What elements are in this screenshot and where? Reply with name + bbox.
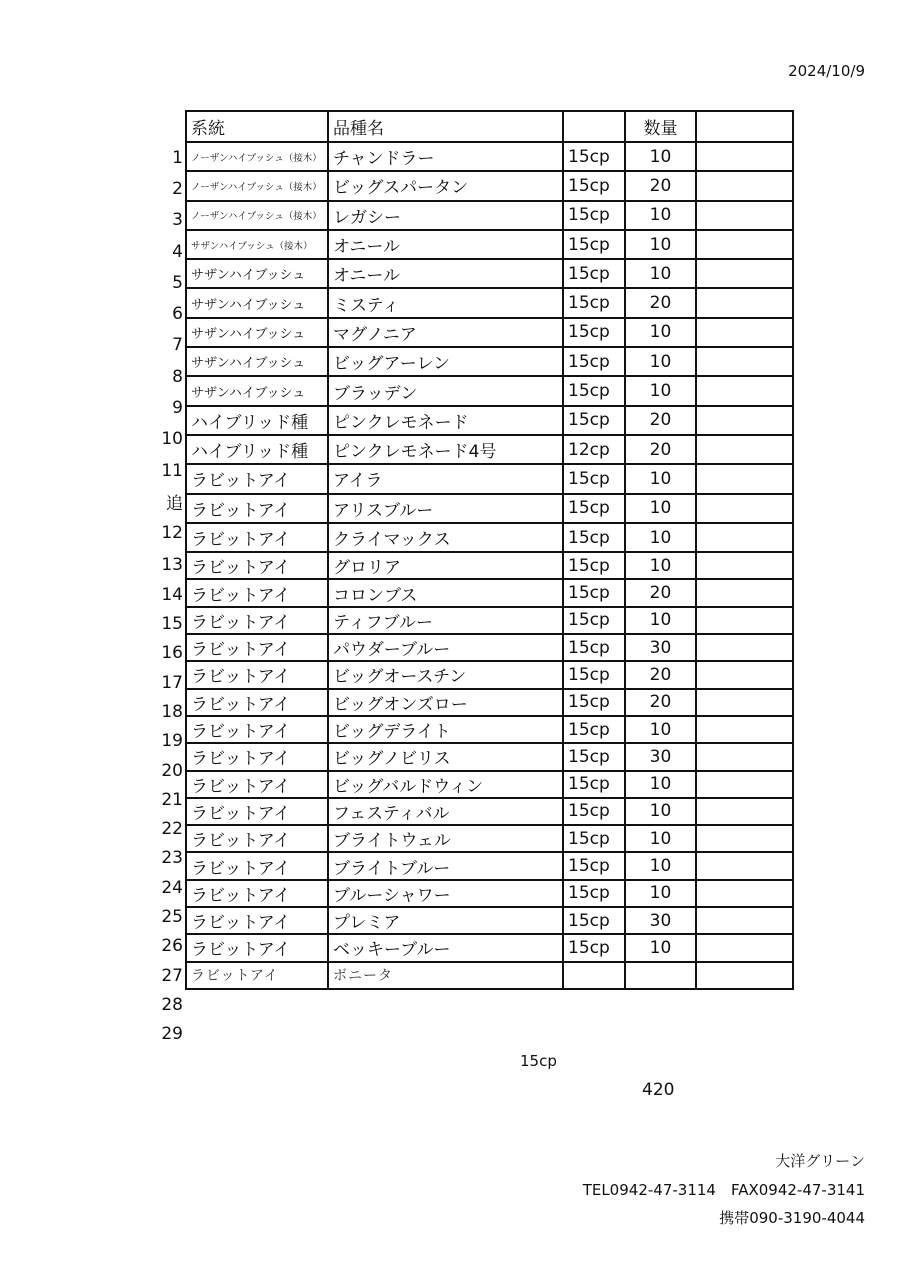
size-cell <box>563 962 625 989</box>
line-cell: ラビットアイ <box>186 880 328 907</box>
size-cell: 15cp <box>563 661 625 688</box>
variety-cell: ビッグバルドウィン <box>328 771 563 798</box>
variety-cell: ビッグスパータン <box>328 171 563 200</box>
variety-cell: ボニータ <box>328 962 563 989</box>
row-number: 26 <box>161 936 183 957</box>
size-cell: 15cp <box>563 494 625 523</box>
blank-cell <box>696 494 793 523</box>
blank-cell <box>696 435 793 464</box>
total-quantity: 420 <box>642 1080 675 1100</box>
variety-cell: オニール <box>328 230 563 259</box>
blank-cell <box>696 907 793 934</box>
table-row <box>186 406 793 435</box>
quantity-cell: 20 <box>625 435 696 464</box>
variety-cell: チャンドラー <box>328 142 563 171</box>
blank-cell <box>696 406 793 435</box>
row-number: 7 <box>172 335 183 356</box>
header-quantity: 数量 <box>625 111 696 142</box>
variety-cell: アリスブルー <box>328 494 563 523</box>
variety-cell: オニール <box>328 259 563 288</box>
row-numbers <box>140 142 183 1049</box>
table-row <box>186 771 793 798</box>
size-cell: 15cp <box>563 716 625 743</box>
row-number: 1 <box>172 147 183 168</box>
blank-cell <box>696 689 793 716</box>
line-cell: ラビットアイ <box>186 798 328 825</box>
line-cell: ラビットアイ <box>186 523 328 552</box>
variety-cell: ティフブルー <box>328 607 563 634</box>
blank-cell <box>696 347 793 376</box>
row-number: 24 <box>161 877 183 898</box>
table-row <box>186 464 793 493</box>
blank-cell <box>696 962 793 989</box>
blank-cell <box>696 552 793 579</box>
variety-cell: ビッグオースチン <box>328 661 563 688</box>
variety-cell: ブルーシャワー <box>328 880 563 907</box>
size-cell: 15cp <box>563 689 625 716</box>
size-cell: 15cp <box>563 852 625 879</box>
row-number: 17 <box>161 672 183 693</box>
variety-cell: ピンクレモネード4号 <box>328 435 563 464</box>
line-cell: ラビットアイ <box>186 552 328 579</box>
line-cell: ラビットアイ <box>186 716 328 743</box>
quantity-cell: 10 <box>625 523 696 552</box>
variety-cell: ビッグデライト <box>328 716 563 743</box>
line-cell: ラビットアイ <box>186 934 328 961</box>
size-cell: 15cp <box>563 259 625 288</box>
quantity-cell: 30 <box>625 634 696 661</box>
row-number: 12 <box>161 523 183 544</box>
size-cell: 15cp <box>563 347 625 376</box>
variety-cell: プレミア <box>328 907 563 934</box>
table-header-row <box>186 111 793 142</box>
table-row <box>186 962 793 989</box>
line-cell: ラビットアイ <box>186 494 328 523</box>
quantity-cell: 20 <box>625 406 696 435</box>
table-row <box>186 259 793 288</box>
table-row <box>186 825 793 852</box>
table-row <box>186 634 793 661</box>
blank-cell <box>696 607 793 634</box>
size-cell: 15cp <box>563 318 625 347</box>
variety-cell: レガシー <box>328 201 563 230</box>
quantity-cell: 10 <box>625 607 696 634</box>
table-row <box>186 934 793 961</box>
blank-cell <box>696 716 793 743</box>
variety-cell: ブライトウェル <box>328 825 563 852</box>
quantity-cell: 20 <box>625 579 696 606</box>
row-number: 9 <box>172 398 183 419</box>
tel-fax: TEL0942-47-3114 FAX0942-47-3141 <box>582 1181 865 1199</box>
quantity-cell: 10 <box>625 880 696 907</box>
row-number: 6 <box>172 304 183 325</box>
row-number: 21 <box>161 789 183 810</box>
variety-cell: ミスティ <box>328 288 563 317</box>
variety-cell: グロリア <box>328 552 563 579</box>
table-row <box>186 318 793 347</box>
blank-cell <box>696 852 793 879</box>
table-row <box>186 494 793 523</box>
size-cell: 15cp <box>563 230 625 259</box>
line-cell: ノーザンハイブッシュ（接木） <box>186 171 328 200</box>
row-number: 8 <box>172 366 183 387</box>
line-cell: サザンハイブッシュ <box>186 259 328 288</box>
size-cell: 15cp <box>563 743 625 770</box>
order-table <box>185 110 794 990</box>
size-cell: 15cp <box>563 142 625 171</box>
quantity-cell: 30 <box>625 743 696 770</box>
quantity-cell: 20 <box>625 171 696 200</box>
blank-cell <box>696 464 793 493</box>
size-cell: 15cp <box>563 288 625 317</box>
blank-cell <box>696 523 793 552</box>
header-size <box>563 111 625 142</box>
size-cell: 15cp <box>563 171 625 200</box>
blank-cell <box>696 661 793 688</box>
size-cell: 15cp <box>563 523 625 552</box>
table-row <box>186 579 793 606</box>
row-number: 13 <box>161 554 183 575</box>
table-row <box>186 230 793 259</box>
variety-cell: クライマックス <box>328 523 563 552</box>
variety-cell: コロンブス <box>328 579 563 606</box>
quantity-cell: 20 <box>625 661 696 688</box>
line-cell: ラビットアイ <box>186 852 328 879</box>
size-cell: 15cp <box>563 825 625 852</box>
line-cell: サザンハイブッシュ <box>186 347 328 376</box>
table-row <box>186 798 793 825</box>
variety-cell: ブラッデン <box>328 376 563 405</box>
table-row <box>186 852 793 879</box>
variety-cell: ベッキーブルー <box>328 934 563 961</box>
blank-cell <box>696 259 793 288</box>
blank-cell <box>696 880 793 907</box>
blank-cell <box>696 318 793 347</box>
size-cell: 15cp <box>563 607 625 634</box>
table-row <box>186 142 793 171</box>
variety-cell: ピンクレモネード <box>328 406 563 435</box>
table-row <box>186 347 793 376</box>
blank-cell <box>696 288 793 317</box>
quantity-cell: 10 <box>625 464 696 493</box>
row-number: 追 <box>166 494 183 515</box>
row-number: 28 <box>161 994 183 1015</box>
mobile-phone: 携帯090-3190-4044 <box>719 1209 865 1227</box>
quantity-cell: 10 <box>625 494 696 523</box>
size-cell: 15cp <box>563 798 625 825</box>
row-number: 2 <box>172 178 183 199</box>
size-note: 15cp <box>520 1052 557 1070</box>
table-row <box>186 288 793 317</box>
blank-cell <box>696 771 793 798</box>
document-date: 2024/10/9 <box>788 62 865 80</box>
table-row <box>186 716 793 743</box>
quantity-cell: 10 <box>625 142 696 171</box>
row-number: 5 <box>172 272 183 293</box>
table-row <box>186 523 793 552</box>
size-cell: 15cp <box>563 552 625 579</box>
variety-cell: ブライトブルー <box>328 852 563 879</box>
table-row <box>186 607 793 634</box>
row-number: 16 <box>161 643 183 664</box>
line-cell: ハイブリッド種 <box>186 435 328 464</box>
header-line: 系統 <box>186 111 328 142</box>
quantity-cell: 20 <box>625 689 696 716</box>
row-number: 4 <box>172 241 183 262</box>
variety-cell: フェスティバル <box>328 798 563 825</box>
quantity-cell: 10 <box>625 852 696 879</box>
quantity-cell: 10 <box>625 230 696 259</box>
quantity-cell: 10 <box>625 825 696 852</box>
quantity-cell: 10 <box>625 716 696 743</box>
size-cell: 15cp <box>563 376 625 405</box>
row-number: 23 <box>161 848 183 869</box>
header-blank <box>696 111 793 142</box>
row-number: 18 <box>161 701 183 722</box>
table-row <box>186 661 793 688</box>
line-cell: ラビットアイ <box>186 579 328 606</box>
blank-cell <box>696 142 793 171</box>
blank-cell <box>696 376 793 405</box>
line-cell: ノーザンハイブッシュ（接木） <box>186 201 328 230</box>
size-cell: 15cp <box>563 634 625 661</box>
line-cell: サザンハイブッシュ <box>186 318 328 347</box>
quantity-cell: 10 <box>625 934 696 961</box>
quantity-cell: 10 <box>625 318 696 347</box>
line-cell: ラビットアイ <box>186 771 328 798</box>
row-number: 29 <box>161 1024 183 1045</box>
variety-cell: ビッグアーレン <box>328 347 563 376</box>
table-row <box>186 435 793 464</box>
line-cell: ラビットアイ <box>186 743 328 770</box>
line-cell: サザンハイブッシュ <box>186 288 328 317</box>
size-cell: 15cp <box>563 406 625 435</box>
blank-cell <box>696 934 793 961</box>
quantity-cell: 10 <box>625 552 696 579</box>
table-row <box>186 552 793 579</box>
quantity-cell: 20 <box>625 288 696 317</box>
variety-cell: ビッグノビリス <box>328 743 563 770</box>
variety-cell: ビッグオンズロー <box>328 689 563 716</box>
table-row <box>186 880 793 907</box>
quantity-cell: 30 <box>625 907 696 934</box>
size-cell: 15cp <box>563 464 625 493</box>
line-cell: サザンハイブッシュ（接木） <box>186 230 328 259</box>
blank-cell <box>696 825 793 852</box>
blank-cell <box>696 201 793 230</box>
row-number: 20 <box>161 760 183 781</box>
quantity-cell: 10 <box>625 376 696 405</box>
blank-cell <box>696 798 793 825</box>
quantity-cell: 10 <box>625 798 696 825</box>
size-cell: 15cp <box>563 771 625 798</box>
line-cell: ラビットアイ <box>186 825 328 852</box>
line-cell: ラビットアイ <box>186 464 328 493</box>
line-cell: ハイブリッド種 <box>186 406 328 435</box>
quantity-cell: 10 <box>625 347 696 376</box>
table-row <box>186 201 793 230</box>
size-cell: 15cp <box>563 880 625 907</box>
table-row <box>186 376 793 405</box>
quantity-cell: 10 <box>625 771 696 798</box>
header-variety: 品種名 <box>328 111 563 142</box>
line-cell: ラビットアイ <box>186 907 328 934</box>
row-number: 19 <box>161 731 183 752</box>
line-cell: ノーザンハイブッシュ（接木） <box>186 142 328 171</box>
table-row <box>186 907 793 934</box>
line-cell: ラビットアイ <box>186 634 328 661</box>
line-cell: ラビットアイ <box>186 607 328 634</box>
row-number: 25 <box>161 907 183 928</box>
table-row <box>186 171 793 200</box>
size-cell: 15cp <box>563 907 625 934</box>
blank-cell <box>696 171 793 200</box>
size-cell: 12cp <box>563 435 625 464</box>
variety-cell: マグノニア <box>328 318 563 347</box>
row-number: 11 <box>161 460 183 481</box>
blank-cell <box>696 743 793 770</box>
table-row <box>186 689 793 716</box>
line-cell: サザンハイブッシュ <box>186 376 328 405</box>
row-number: 10 <box>161 429 183 450</box>
row-number: 22 <box>161 819 183 840</box>
quantity-cell: 10 <box>625 259 696 288</box>
quantity-cell: 10 <box>625 201 696 230</box>
blank-cell <box>696 634 793 661</box>
quantity-cell <box>625 962 696 989</box>
row-number: 27 <box>161 965 183 986</box>
size-cell: 15cp <box>563 934 625 961</box>
row-number: 3 <box>172 210 183 231</box>
variety-cell: パウダーブルー <box>328 634 563 661</box>
blank-cell <box>696 230 793 259</box>
company-name: 大洋グリーン <box>775 1152 865 1170</box>
table-row <box>186 743 793 770</box>
line-cell: ラビットアイ <box>186 962 328 989</box>
line-cell: ラビットアイ <box>186 689 328 716</box>
row-number: 15 <box>161 614 183 635</box>
blank-cell <box>696 579 793 606</box>
row-number: 14 <box>161 584 183 605</box>
size-cell: 15cp <box>563 579 625 606</box>
size-cell: 15cp <box>563 201 625 230</box>
line-cell: ラビットアイ <box>186 661 328 688</box>
variety-cell: アイラ <box>328 464 563 493</box>
